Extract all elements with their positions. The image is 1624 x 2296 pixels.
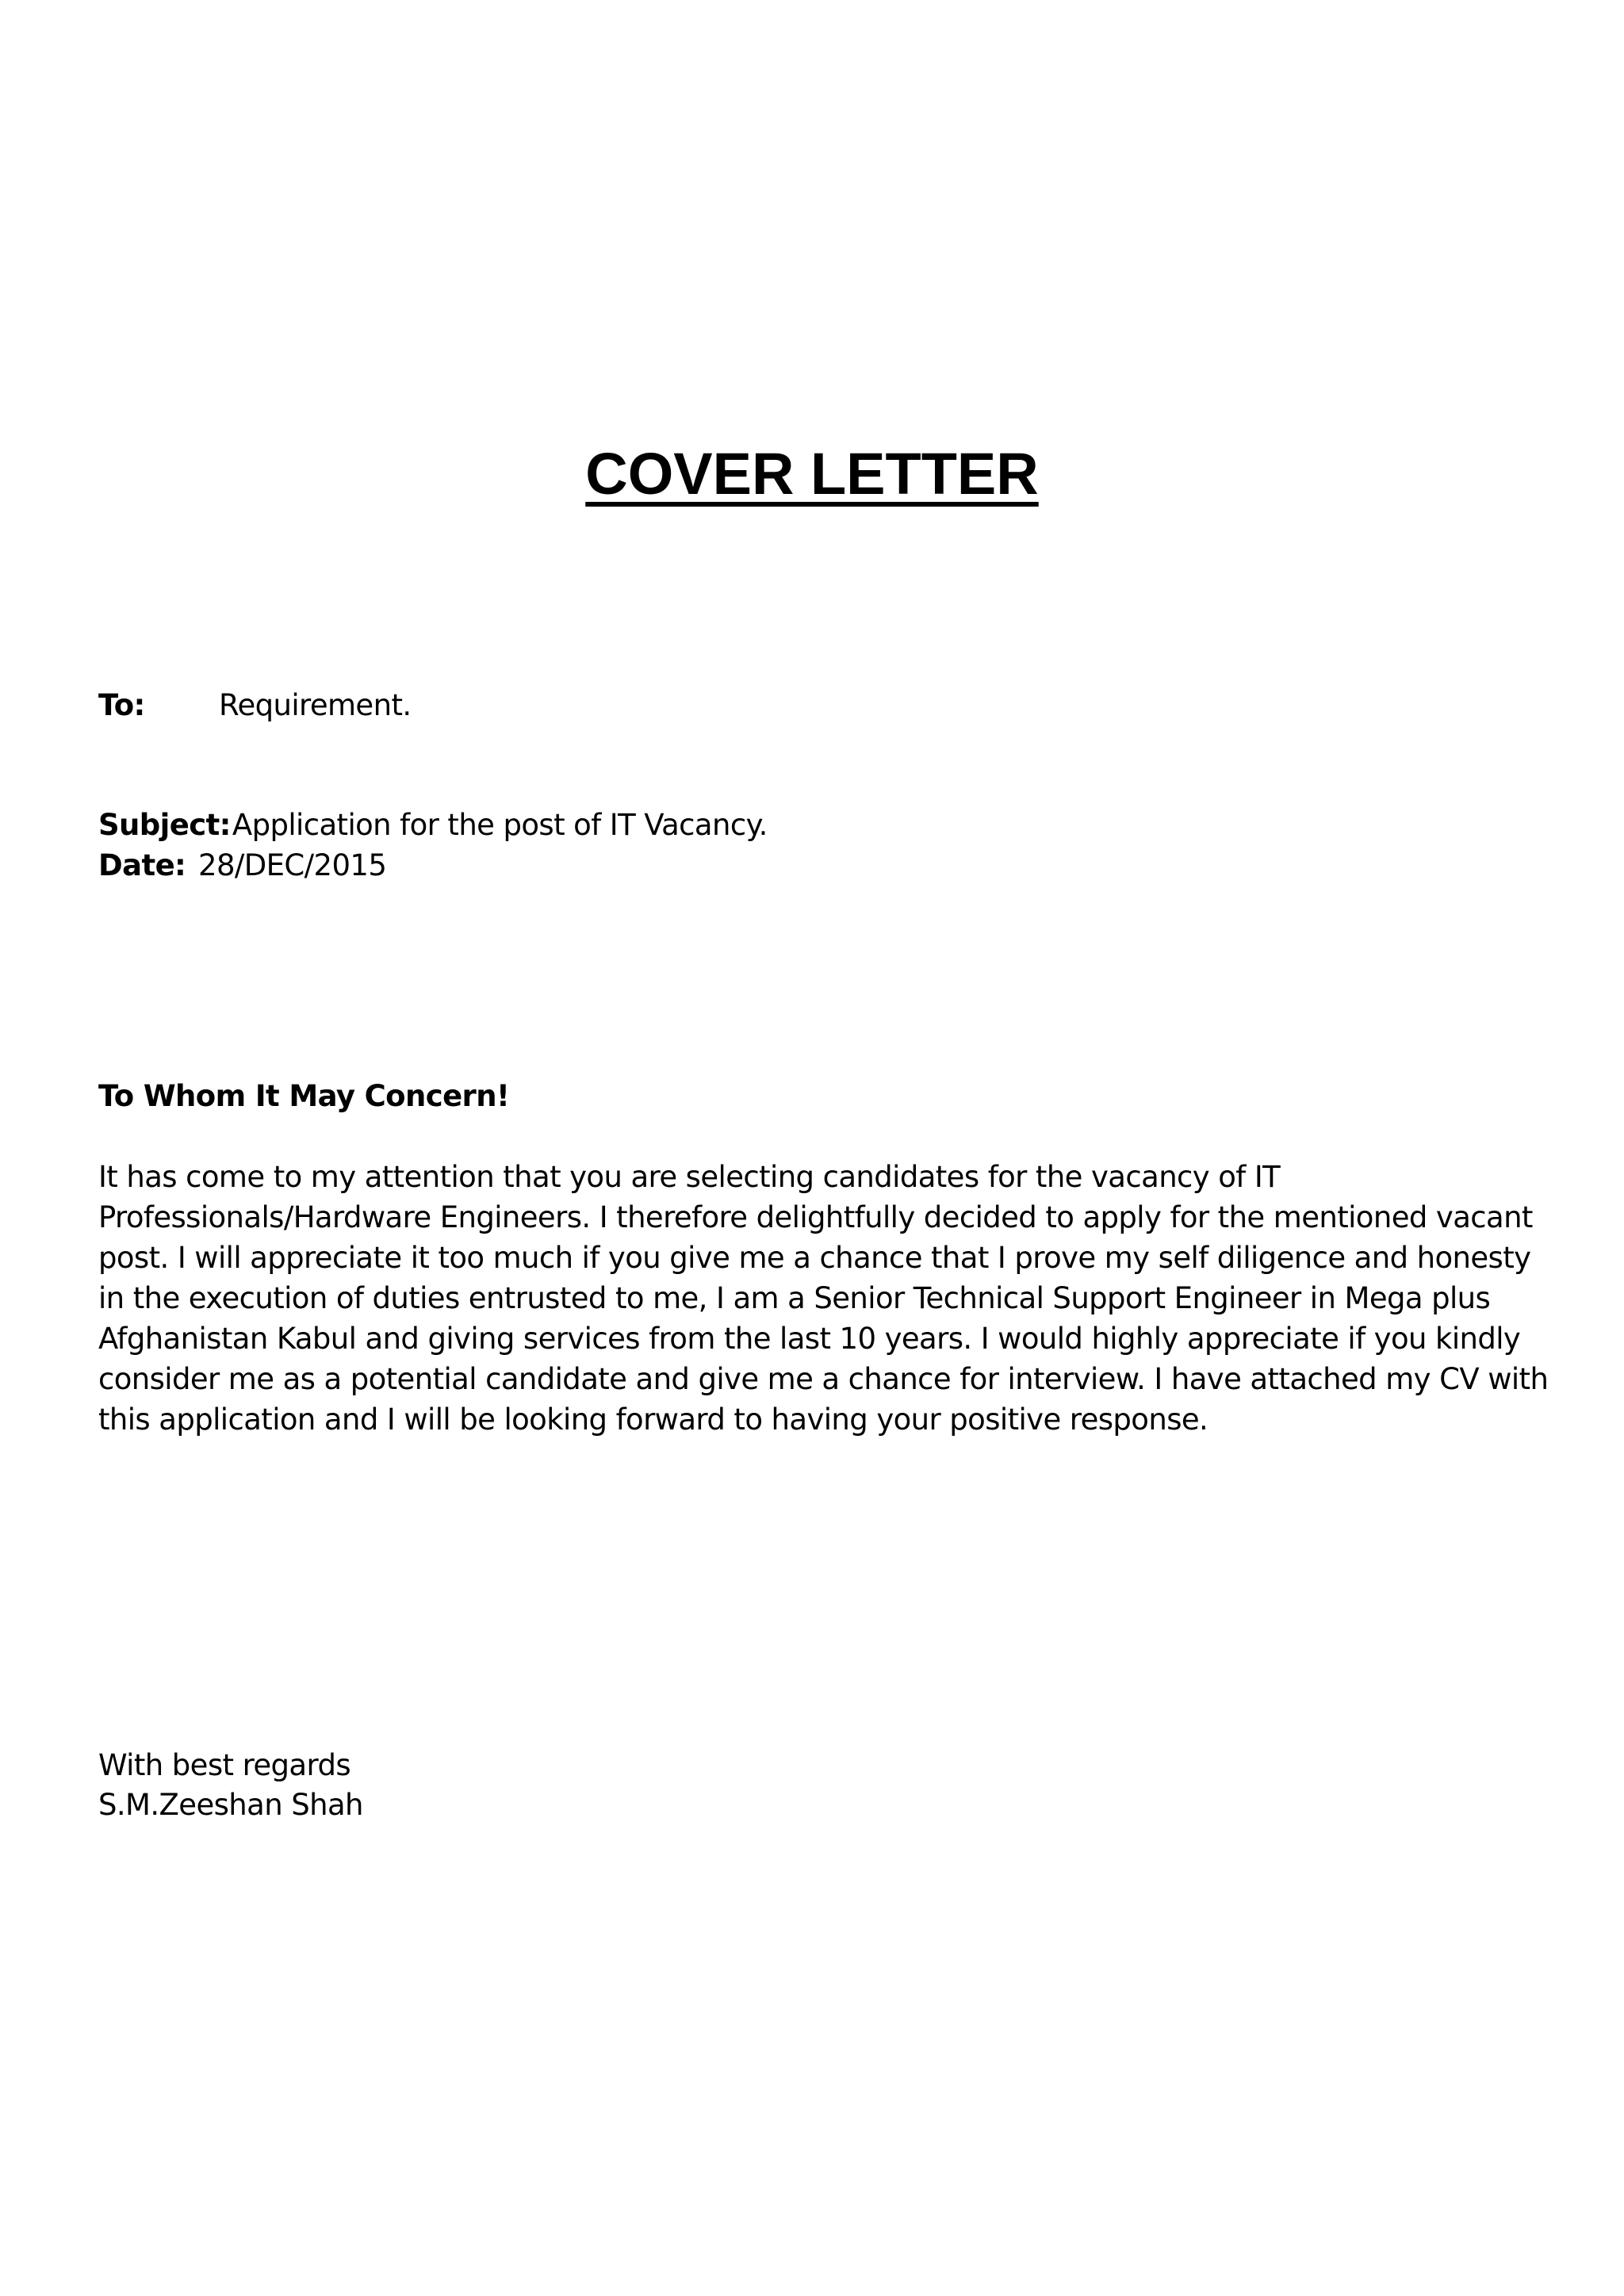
subject-line [98, 806, 768, 845]
date-line [98, 846, 386, 886]
date-value: 28/DEC/2015 [198, 848, 387, 882]
to-label: To: [98, 688, 145, 722]
body-paragraph: It has come to my attention that you are selecting candidates for the vacancy of IT Professionals/Hardware Engineers. I therefore delightfully decided to apply for the mentioned vacant post. I will appreciate it too much if you give me a chance that I prove my self diligence and honesty in the execution of duties entrusted to me, I am a Senior Technical Support Engineer in Mega plus Afghanistan Kabul and giving services from the last 10 years. I would highly appreciate if you kindly consider me as a potential candidate and give me a chance for interview. I have attached my CV with this application and I will be looking forward to having your positive response. [98, 1160, 1549, 1437]
closing: With best regards [98, 1748, 351, 1782]
subject-label: Subject: [98, 808, 231, 842]
salutation: To Whom It May Concern! [98, 1079, 510, 1113]
document-title: COVER LETTER [585, 441, 1039, 507]
to-value: Requirement. [219, 688, 412, 722]
subject-value: Application for the post of IT Vacancy. [232, 808, 768, 842]
signature-name: S.M.Zeeshan Shah [98, 1788, 363, 1822]
to-line [98, 686, 412, 725]
date-label: Date: [98, 848, 186, 882]
